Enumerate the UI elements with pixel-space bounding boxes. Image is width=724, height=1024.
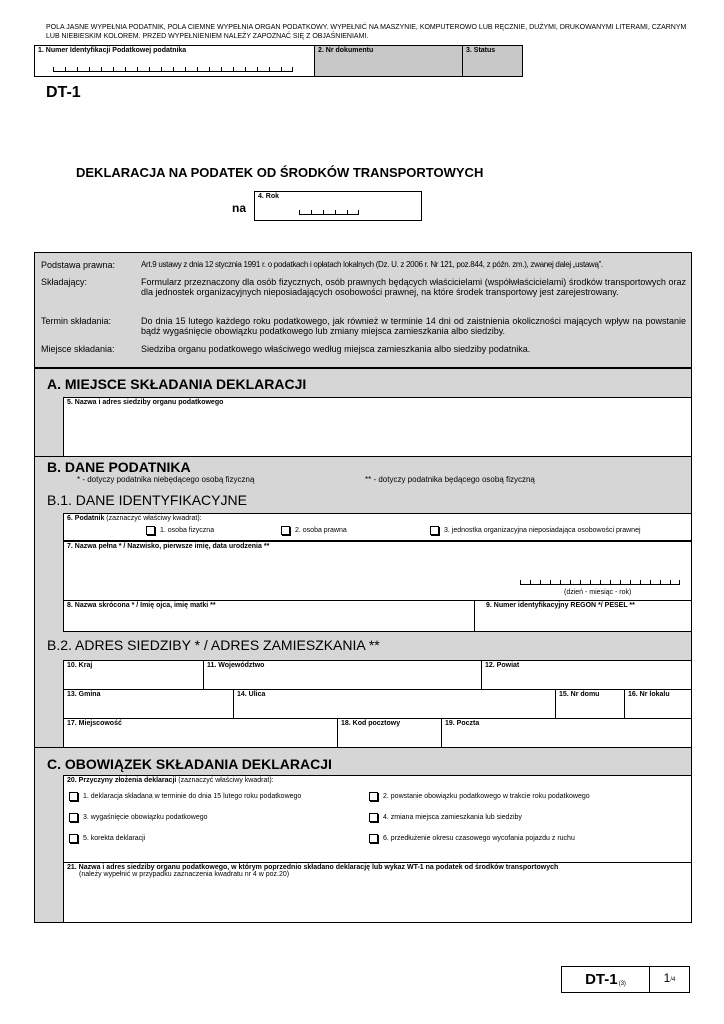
field6-label: 6. Podatnik	[67, 515, 105, 522]
field8-label: 8. Nazwa skrócona * / Imię ojca, imię matki **	[67, 602, 216, 609]
section-b-title: B. DANE PODATNIKA	[47, 459, 191, 475]
place-text: Siedziba organu podatkowego właściwego według miejsca zamieszkania albo siedziby podatnika.	[141, 344, 531, 354]
checkbox-legal-person[interactable]	[281, 526, 290, 535]
form-code: DT-1	[46, 84, 81, 101]
reason-4-label: 4. zmiana miejsca zamieszkania lub siedziby	[383, 814, 522, 821]
status-field	[462, 45, 523, 77]
page-count: /4	[670, 977, 676, 983]
reason-3[interactable]	[69, 813, 208, 822]
reason-3-label: 3. wygaśnięcie obowiązku podatkowego	[83, 814, 208, 821]
field6-hint: (zaznaczyć właściwy kwadrat):	[106, 515, 202, 522]
voivodeship-field[interactable]	[203, 660, 482, 690]
commune-field[interactable]	[63, 689, 234, 719]
field13-label: 13. Gmina	[67, 691, 101, 698]
reason-2-label: 2. powstanie obowiązku podatkowego w trakcie roku podatkowego	[383, 793, 590, 800]
checkbox-organizational-unit[interactable]	[430, 526, 439, 535]
field9-label: 9. Numer identyfikacyjny REGON */ PESEL **	[486, 602, 635, 609]
field12-label: 12. Powiat	[485, 662, 520, 669]
checkbox-reason-2[interactable]	[369, 792, 378, 801]
reason-5-label: 5. korekta deklaracji	[83, 835, 146, 842]
field19-label: 19. Poczta	[445, 720, 480, 727]
reason-5[interactable]	[69, 834, 145, 843]
page-title: DEKLARACJA NA PODATEK OD ŚRODKÓW TRANSPORTOWYCH	[76, 165, 484, 180]
doc-number-field	[314, 45, 463, 77]
nip-boxes	[53, 66, 293, 72]
tax-office-field[interactable]	[63, 397, 692, 457]
short-name-field[interactable]	[63, 600, 475, 632]
checkbox-reason-3[interactable]	[69, 813, 78, 822]
deadline-text: Do dnia 15 lutego każdego roku podatkowego, jak również w terminie 14 dni od zaistnienia okoliczności mających wpływ na powstanie bądź wygaśnięcie obowiązku podatkowego lub zmiany miejsca zamieszkania albo siedziby.	[141, 316, 686, 336]
filer-text: Formularz przeznaczony dla osób fizycznych, osób prawnych będących właścicielami (współwłaścicielami) środków transportowych oraz dla jednostek organizacyjnych nieposiadających osobowości prawnej, na które środek transportowy jest zarejestrowany.	[141, 277, 686, 297]
option-natural-person-label: 1. osoba fizyczna	[160, 527, 215, 534]
note-legal-entity: * - dotyczy podatnika niebędącego osobą fizyczną	[77, 475, 255, 484]
city-field[interactable]	[63, 718, 338, 748]
previous-tax-office-field[interactable]	[63, 862, 692, 923]
footer-form-code: DT-1	[585, 971, 618, 988]
reason-4[interactable]	[369, 813, 522, 822]
field11-label: 11. Województwo	[207, 662, 265, 669]
reasons-field	[63, 775, 692, 863]
checkbox-reason-1[interactable]	[69, 792, 78, 801]
reason-6[interactable]	[369, 834, 575, 843]
section-a-title: A. MIEJSCE SKŁADANIA DEKLARACJI	[47, 376, 307, 392]
checkbox-natural-person[interactable]	[146, 526, 155, 535]
b2-title: B.2. ADRES SIEDZIBY * / ADRES ZAMIESZKANIA **	[47, 637, 380, 653]
option-legal-person[interactable]	[281, 526, 347, 535]
option-legal-person-label: 2. osoba prawna	[295, 527, 347, 534]
year-prefix: na	[232, 201, 247, 215]
note-natural-person: ** - dotyczy podatnika będącego osobą fizyczną	[365, 475, 535, 484]
field21-label: 21. Nazwa i adres siedziby organu podatkowego, w którym poprzednio składano deklarację lub wykaz WT-1 na podatek od środków transportowych	[67, 864, 559, 871]
info-block	[34, 252, 692, 368]
legal-basis-text: Art.9 ustawy z dnia 12 stycznia 1991 r. o podatkach i opłatach lokalnych (Dz. U. z 2006 r. Nr 121, poz.844, z późn. zm.), zwanej dalej „ustawą”.	[141, 260, 603, 269]
year-boxes	[299, 209, 359, 215]
b1-title: B.1. DANE IDENTYFIKACYJNE	[47, 492, 247, 508]
filer-label: Składający:	[41, 277, 88, 287]
field7-label: 7. Nazwa pełna * / Nazwisko, pierwsze imię, data urodzenia **	[67, 543, 270, 550]
full-name-field[interactable]	[63, 541, 692, 601]
field15-label: 15. Nr domu	[559, 691, 600, 698]
field20-hint: (zaznaczyć właściwy kwadrat):	[178, 777, 274, 784]
reason-1-label: 1. deklaracja składana w terminie do dnia 15 lutego roku podatkowego	[83, 793, 302, 800]
taxpayer-type-field	[63, 513, 692, 541]
reason-2[interactable]	[369, 792, 590, 801]
footer-version: (3)	[618, 980, 626, 987]
status-label: 3. Status	[466, 47, 496, 54]
field14-label: 14. Ulica	[237, 691, 266, 698]
field17-label: 17. Miejscowość	[67, 720, 122, 727]
place-label: Miejsce składania:	[41, 344, 115, 354]
field16-label: 16. Nr lokalu	[628, 691, 670, 698]
checkbox-reason-4[interactable]	[369, 813, 378, 822]
year-field[interactable]	[254, 191, 422, 221]
date-hint: (dzień - miesiąc - rok)	[564, 589, 632, 596]
field20-label: 20. Przyczyny złożenia deklaracji	[67, 777, 177, 784]
postal-code-field[interactable]	[337, 718, 442, 748]
nip-label: 1. Numer Identyfikacji Podatkowej podatnika	[38, 47, 187, 54]
option-organizational-unit[interactable]	[430, 526, 641, 535]
checkbox-reason-6[interactable]	[369, 834, 378, 843]
instructions-note: POLA JASNE WYPEŁNIA PODATNIK, POLA CIEMNE WYPEŁNIA ORGAN PODATKOWY. WYPEŁNIĆ NA MASZYNIE, KOMPUTEROWO LUB RĘCZNIE, DUŻYMI, DRUKOWANYMI LITERAMI, CZARNYM LUB NIEBIESKIM KOLOREM. PRZED WYPEŁNIENIEM NALEŻY ZAPOZNAĆ SIĘ Z OBJAŚNIENIAMI.	[46, 24, 687, 40]
field10-label: 10. Kraj	[67, 662, 93, 669]
reason-6-label: 6. przedłużenie okresu czasowego wycofania pojazdu z ruchu	[383, 835, 575, 842]
option-organizational-unit-label: 3. jednostka organizacyjna nieposiadająca osobowości prawnej	[444, 527, 641, 534]
section-b	[34, 456, 692, 748]
street-field[interactable]	[233, 689, 556, 719]
checkbox-reason-5[interactable]	[69, 834, 78, 843]
apartment-number-field[interactable]	[624, 689, 692, 719]
nip-field[interactable]	[34, 45, 315, 77]
county-field[interactable]	[481, 660, 692, 690]
footer-code-box	[561, 966, 690, 993]
section-c-title: C. OBOWIĄZEK SKŁADANIA DEKLARACJI	[47, 756, 332, 772]
option-natural-person[interactable]	[146, 526, 214, 535]
doc-number-label: 2. Nr dokumentu	[318, 47, 374, 54]
field18-label: 18. Kod pocztowy	[341, 720, 401, 727]
reason-1[interactable]	[69, 792, 301, 801]
field21-hint: (należy wypełnić w przypadku zaznaczenia kwadratu nr 4 w poz.20)	[79, 871, 290, 878]
section-c	[34, 747, 692, 923]
house-number-field[interactable]	[555, 689, 625, 719]
legal-basis-label: Podstawa prawna:	[41, 260, 116, 270]
year-label: 4. Rok	[258, 193, 280, 200]
date-boxes	[520, 579, 680, 585]
page-number: 1	[663, 971, 671, 985]
field5-label: 5. Nazwa i adres siedziby organu podatkowego	[67, 399, 224, 406]
regon-pesel-field[interactable]	[474, 600, 692, 632]
post-office-field[interactable]	[441, 718, 692, 748]
section-a	[34, 368, 692, 457]
deadline-label: Termin składania:	[41, 316, 112, 326]
country-field[interactable]	[63, 660, 204, 690]
